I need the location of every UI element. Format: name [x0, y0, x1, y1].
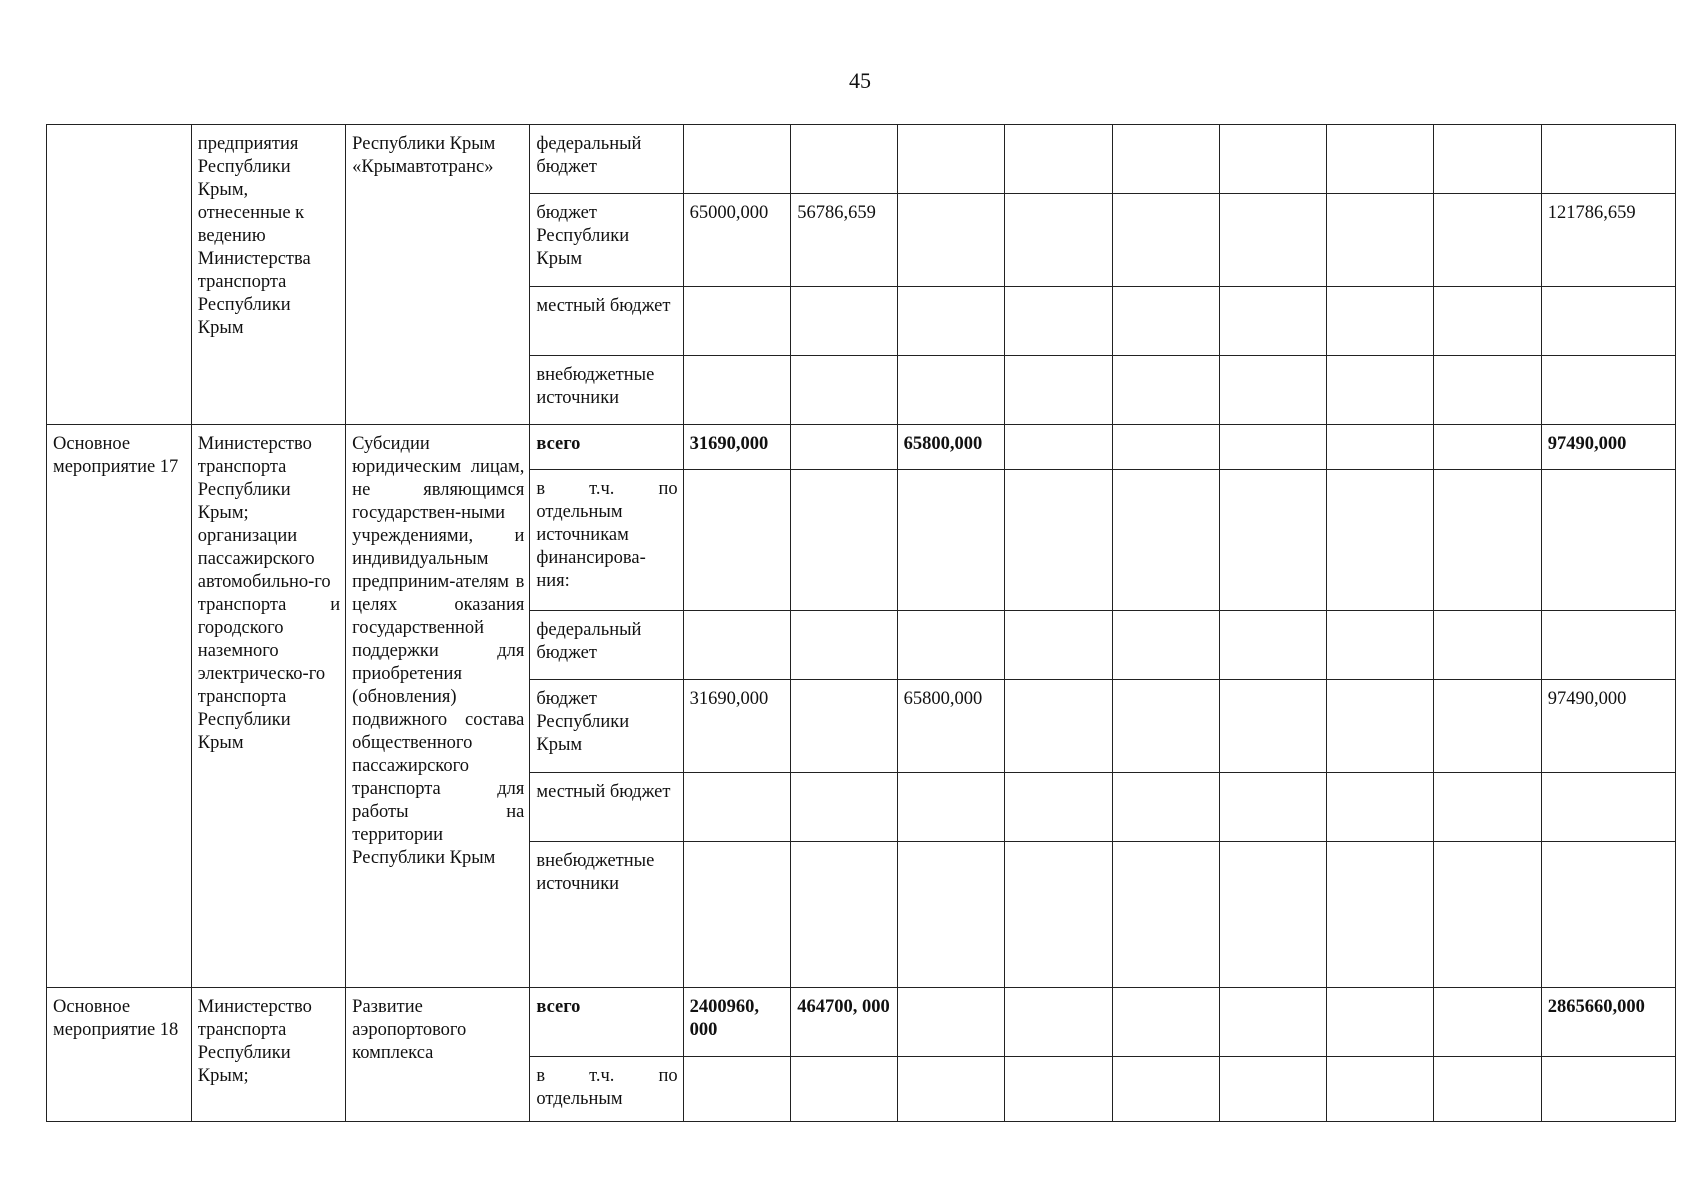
source-cell: в т.ч. по отдельным	[530, 1057, 683, 1122]
empty-cell	[1326, 988, 1434, 1057]
empty-cell	[1005, 287, 1113, 356]
value-cell	[897, 988, 1005, 1057]
empty-cell	[1005, 988, 1113, 1057]
empty-cell	[1005, 773, 1113, 842]
empty-cell	[1326, 773, 1434, 842]
empty-cell	[1326, 842, 1434, 988]
total-cell: 97490,000	[1541, 680, 1675, 773]
source-cell: всего	[530, 425, 683, 470]
event-cell	[47, 125, 192, 425]
source-cell: местный бюджет	[530, 287, 683, 356]
source-cell: федеральный бюджет	[530, 125, 683, 194]
value-cell	[791, 356, 897, 425]
executor-cell: Министерство транспорта Республики Крым; организации пассажирского автомобильно-го транспорта и городского наземного электрическо-го транспорта Республики Крым	[191, 425, 345, 988]
total-cell: 97490,000	[1541, 425, 1675, 470]
source-cell: бюджет Республики Крым	[530, 680, 683, 773]
value-cell	[683, 356, 791, 425]
empty-cell	[1112, 988, 1220, 1057]
value-cell	[897, 287, 1005, 356]
empty-cell	[1005, 125, 1113, 194]
empty-cell	[1434, 356, 1542, 425]
executor-cell: предприятия Республики Крым, отнесенные к ведению Министерства транспорта Республики Крым	[191, 125, 345, 425]
empty-cell	[1434, 1057, 1542, 1122]
page-number: 45	[849, 68, 871, 93]
empty-cell	[1434, 611, 1542, 680]
description-cell: Республики Крым «Крымавтотранс»	[346, 125, 530, 425]
empty-cell	[1220, 1057, 1326, 1122]
value-cell	[791, 1057, 897, 1122]
value-cell	[897, 773, 1005, 842]
empty-cell	[1434, 425, 1542, 470]
empty-cell	[1112, 773, 1220, 842]
source-cell: бюджет Республики Крым	[530, 194, 683, 287]
total-cell: 2865660,000	[1541, 988, 1675, 1057]
empty-cell	[1434, 194, 1542, 287]
value-cell	[683, 842, 791, 988]
empty-cell	[1326, 680, 1434, 773]
source-cell: федеральный бюджет	[530, 611, 683, 680]
description-cell: Субсидии юридическим лицам, не являющимся государствен-ными учреждениями, и индивидуальным предприним-ателям в целях оказания государственной поддержки для приобретения (обновления) подвижного состава общественного пассажирского транспорта для работы на территории Республики Крым	[346, 425, 530, 988]
empty-cell	[1326, 125, 1434, 194]
total-cell	[1541, 773, 1675, 842]
executor-cell: Министерство транспорта Республики Крым;	[191, 988, 345, 1122]
empty-cell	[1005, 842, 1113, 988]
source-cell: в т.ч. по отдельным источникам финансирова-ния:	[530, 470, 683, 611]
empty-cell	[1326, 1057, 1434, 1122]
total-cell	[1541, 611, 1675, 680]
description-cell: Развитие аэропортового комплекса	[346, 988, 530, 1122]
value-cell: 31690,000	[683, 425, 791, 470]
empty-cell	[1220, 611, 1326, 680]
value-cell	[897, 1057, 1005, 1122]
value-cell: 65000,000	[683, 194, 791, 287]
value-cell	[683, 611, 791, 680]
empty-cell	[1112, 425, 1220, 470]
empty-cell	[1220, 287, 1326, 356]
empty-cell	[1220, 356, 1326, 425]
total-cell: 121786,659	[1541, 194, 1675, 287]
empty-cell	[1220, 773, 1326, 842]
empty-cell	[1434, 287, 1542, 356]
value-cell: 56786,659	[791, 194, 897, 287]
value-cell	[683, 470, 791, 611]
empty-cell	[1326, 194, 1434, 287]
value-cell	[791, 425, 897, 470]
source-cell: внебюджетные источники	[530, 842, 683, 988]
empty-cell	[1112, 470, 1220, 611]
empty-cell	[1112, 356, 1220, 425]
event-cell: Основное мероприятие 18	[47, 988, 192, 1122]
budget-table	[46, 124, 1676, 1122]
value-cell: 31690,000	[683, 680, 791, 773]
empty-cell	[1112, 680, 1220, 773]
source-cell: всего	[530, 988, 683, 1057]
empty-cell	[1434, 842, 1542, 988]
empty-cell	[1220, 470, 1326, 611]
value-cell	[683, 773, 791, 842]
value-cell: 65800,000	[897, 425, 1005, 470]
value-cell	[683, 1057, 791, 1122]
value-cell	[791, 680, 897, 773]
empty-cell	[1005, 611, 1113, 680]
empty-cell	[1220, 988, 1326, 1057]
empty-cell	[1112, 194, 1220, 287]
value-cell	[897, 611, 1005, 680]
empty-cell	[1326, 611, 1434, 680]
value-cell: 464700, 000	[791, 988, 897, 1057]
empty-cell	[1005, 194, 1113, 287]
value-cell: 65800,000	[897, 680, 1005, 773]
empty-cell	[1005, 680, 1113, 773]
empty-cell	[1220, 680, 1326, 773]
value-cell	[897, 356, 1005, 425]
value-cell: 2400960, 000	[683, 988, 791, 1057]
total-cell	[1541, 356, 1675, 425]
empty-cell	[1434, 125, 1542, 194]
empty-cell	[1112, 611, 1220, 680]
total-cell	[1541, 470, 1675, 611]
event-cell: Основное мероприятие 17	[47, 425, 192, 988]
table-row	[47, 425, 1676, 470]
total-cell	[1541, 125, 1675, 194]
empty-cell	[1005, 470, 1113, 611]
value-cell	[897, 194, 1005, 287]
total-cell	[1541, 1057, 1675, 1122]
empty-cell	[1434, 988, 1542, 1057]
table-row	[47, 988, 1676, 1057]
total-cell	[1541, 287, 1675, 356]
empty-cell	[1220, 194, 1326, 287]
value-cell	[791, 842, 897, 988]
empty-cell	[1434, 773, 1542, 842]
total-cell	[1541, 842, 1675, 988]
empty-cell	[1112, 287, 1220, 356]
empty-cell	[1005, 356, 1113, 425]
value-cell	[897, 842, 1005, 988]
value-cell	[683, 287, 791, 356]
empty-cell	[1434, 470, 1542, 611]
empty-cell	[1326, 356, 1434, 425]
value-cell	[791, 773, 897, 842]
empty-cell	[1326, 470, 1434, 611]
value-cell	[791, 470, 897, 611]
empty-cell	[1326, 287, 1434, 356]
empty-cell	[1005, 1057, 1113, 1122]
value-cell	[791, 125, 897, 194]
source-cell: местный бюджет	[530, 773, 683, 842]
empty-cell	[1112, 842, 1220, 988]
empty-cell	[1112, 125, 1220, 194]
value-cell	[791, 611, 897, 680]
value-cell	[897, 470, 1005, 611]
empty-cell	[1220, 842, 1326, 988]
source-cell: внебюджетные источники	[530, 356, 683, 425]
empty-cell	[1326, 425, 1434, 470]
empty-cell	[1220, 125, 1326, 194]
empty-cell	[1005, 425, 1113, 470]
empty-cell	[1220, 425, 1326, 470]
table-row	[47, 125, 1676, 194]
value-cell	[683, 125, 791, 194]
value-cell	[791, 287, 897, 356]
value-cell	[897, 125, 1005, 194]
empty-cell	[1434, 680, 1542, 773]
empty-cell	[1112, 1057, 1220, 1122]
